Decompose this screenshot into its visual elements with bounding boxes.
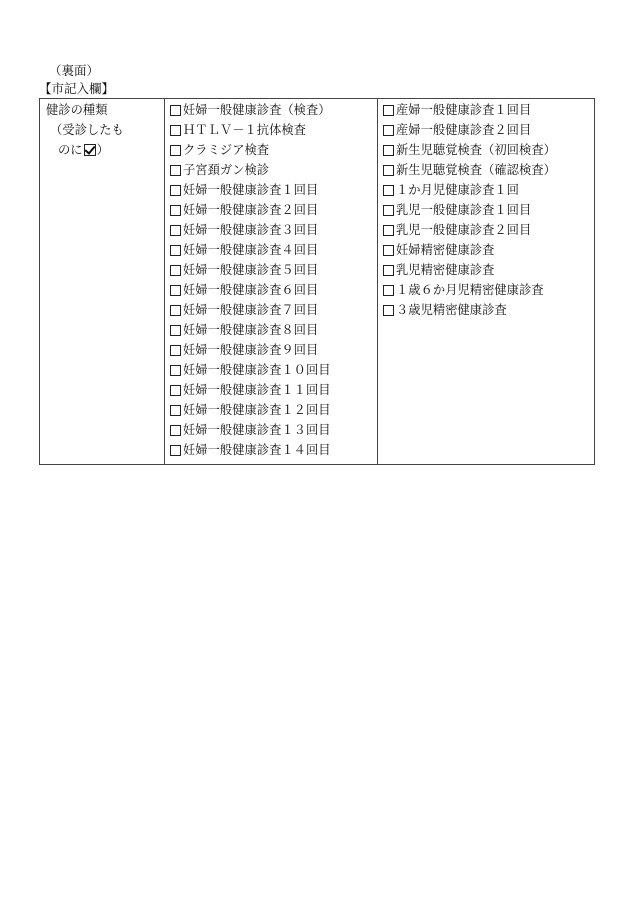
checkbox[interactable]: [383, 185, 394, 196]
pregnancy-checkup-item-label: 妊婦一般健康診査１２回目: [183, 403, 331, 417]
pregnancy-checkup-cell: [165, 99, 378, 465]
checkbox[interactable]: [170, 145, 181, 156]
postnatal-checkup-item[interactable]: [378, 200, 594, 220]
postnatal-checkup-item-label: ３歳児精密健康診査: [396, 303, 507, 317]
pregnancy-checkup-item-label: 妊婦一般健康診査６回目: [183, 283, 319, 297]
instruction-prefix: のに: [58, 143, 83, 157]
checkup-type-instruction-1: （受診したも: [50, 123, 124, 137]
postnatal-checkup-item[interactable]: [378, 260, 594, 280]
checkbox[interactable]: [383, 105, 394, 116]
pregnancy-checkup-item-label: ＨＴＬＶ－１抗体検査: [183, 123, 306, 137]
pregnancy-checkup-item[interactable]: [165, 160, 377, 180]
pregnancy-checkup-item[interactable]: [165, 280, 377, 300]
pregnancy-checkup-item[interactable]: [165, 440, 377, 460]
checkbox[interactable]: [383, 305, 394, 316]
pregnancy-checkup-item[interactable]: [165, 180, 377, 200]
checkbox[interactable]: [170, 405, 181, 416]
pregnancy-checkup-item[interactable]: [165, 380, 377, 400]
pregnancy-checkup-item-label: 妊婦一般健康診査１３回目: [183, 423, 331, 437]
postnatal-checkup-item[interactable]: [378, 100, 594, 120]
checkbox[interactable]: [383, 165, 394, 176]
pregnancy-checkup-item-label: 妊婦一般健康診査３回目: [183, 223, 319, 237]
postnatal-checkup-item-label: 乳児精密健康診査: [396, 263, 495, 277]
checkbox[interactable]: [383, 245, 394, 256]
checkbox[interactable]: [383, 205, 394, 216]
pregnancy-checkup-item[interactable]: [165, 300, 377, 320]
postnatal-checkup-item[interactable]: [378, 240, 594, 260]
pregnancy-checkup-item-label: 妊婦一般健康診査５回目: [183, 263, 319, 277]
checkbox[interactable]: [170, 265, 181, 276]
checkbox[interactable]: [170, 285, 181, 296]
postnatal-checkup-item-label: 新生児聴覚検査（初回検査）: [396, 143, 556, 157]
checkbox[interactable]: [170, 105, 181, 116]
pregnancy-checkup-item-label: 妊婦一般健康診査８回目: [183, 323, 319, 337]
pregnancy-checkup-item[interactable]: [165, 100, 377, 120]
pregnancy-checkup-item[interactable]: [165, 200, 377, 220]
postnatal-checkup-item-label: 妊婦精密健康診査: [396, 243, 495, 257]
checkbox[interactable]: [170, 445, 181, 456]
pregnancy-checkup-item-label: 子宮頚ガン検診: [183, 163, 270, 177]
pregnancy-checkup-item-label: 妊婦一般健康診査（検査）: [183, 103, 331, 117]
checked-box-icon: [84, 144, 96, 156]
pregnancy-checkup-item[interactable]: [165, 240, 377, 260]
postnatal-checkup-item[interactable]: [378, 220, 594, 240]
pregnancy-checkup-item[interactable]: [165, 260, 377, 280]
checkbox[interactable]: [383, 225, 394, 236]
pregnancy-checkup-item[interactable]: [165, 120, 377, 140]
form-page: [39, 62, 591, 465]
postnatal-checkup-item[interactable]: [378, 140, 594, 160]
pregnancy-checkup-item-label: 妊婦一般健康診査７回目: [183, 303, 319, 317]
pregnancy-checkup-item[interactable]: [165, 220, 377, 240]
back-side-label: （裏面）: [49, 63, 100, 78]
checkbox[interactable]: [170, 425, 181, 436]
pregnancy-checkup-item[interactable]: [165, 400, 377, 420]
pregnancy-checkup-item-label: 妊婦一般健康診査４回目: [183, 243, 319, 257]
checkup-type-table: [39, 98, 595, 465]
postnatal-checkup-item[interactable]: [378, 280, 594, 300]
pregnancy-checkup-item[interactable]: [165, 140, 377, 160]
checkbox[interactable]: [170, 345, 181, 356]
checkbox[interactable]: [383, 265, 394, 276]
section-title: 【市記入欄】: [39, 81, 115, 96]
checkbox[interactable]: [170, 245, 181, 256]
checkbox[interactable]: [170, 205, 181, 216]
postnatal-checkup-item[interactable]: [378, 300, 594, 320]
checkbox[interactable]: [170, 125, 181, 136]
postnatal-checkup-list: [378, 100, 594, 320]
checkbox[interactable]: [170, 365, 181, 376]
checkup-type-instruction-2: [40, 140, 164, 160]
postnatal-checkup-item-label: １歳６か月児精密健康診査: [396, 283, 544, 297]
pregnancy-checkup-item[interactable]: [165, 340, 377, 360]
pregnancy-checkup-item[interactable]: [165, 360, 377, 380]
postnatal-checkup-item-label: 産婦一般健康診査２回目: [396, 123, 532, 137]
checkbox[interactable]: [383, 285, 394, 296]
checkbox[interactable]: [383, 125, 394, 136]
pregnancy-checkup-item-label: 妊婦一般健康診査１１回目: [183, 383, 331, 397]
postnatal-checkup-item[interactable]: [378, 160, 594, 180]
pregnancy-checkup-item-label: 妊婦一般健康診査９回目: [183, 343, 319, 357]
postnatal-checkup-item-label: １か月児健康診査１回: [396, 183, 519, 197]
pregnancy-checkup-item-label: 妊婦一般健康診査１４回目: [183, 443, 331, 457]
postnatal-checkup-cell: [378, 99, 595, 465]
checkbox[interactable]: [170, 325, 181, 336]
checkup-type-label: 健診の種類: [46, 103, 108, 117]
pregnancy-checkup-item[interactable]: [165, 420, 377, 440]
instruction-suffix: ）: [96, 143, 109, 157]
pregnancy-checkup-item-label: クラミジア検査: [183, 143, 270, 157]
pregnancy-checkup-item[interactable]: [165, 320, 377, 340]
postnatal-checkup-item-label: 乳児一般健康診査１回目: [396, 203, 532, 217]
postnatal-checkup-item-label: 乳児一般健康診査２回目: [396, 223, 532, 237]
postnatal-checkup-item[interactable]: [378, 180, 594, 200]
checkbox[interactable]: [170, 225, 181, 236]
checkbox[interactable]: [170, 185, 181, 196]
postnatal-checkup-item[interactable]: [378, 120, 594, 140]
pregnancy-checkup-item-label: 妊婦一般健康診査１０回目: [183, 363, 331, 377]
postnatal-checkup-item-label: 産婦一般健康診査１回目: [396, 103, 532, 117]
checkbox[interactable]: [170, 165, 181, 176]
checkbox[interactable]: [170, 385, 181, 396]
checkup-type-label-cell: [40, 99, 165, 465]
pregnancy-checkup-item-label: 妊婦一般健康診査１回目: [183, 183, 319, 197]
pregnancy-checkup-item-label: 妊婦一般健康診査２回目: [183, 203, 319, 217]
pregnancy-checkup-list: [165, 100, 377, 460]
postnatal-checkup-item-label: 新生児聴覚検査（確認検査）: [396, 163, 556, 177]
checkbox[interactable]: [383, 145, 394, 156]
checkbox[interactable]: [170, 305, 181, 316]
